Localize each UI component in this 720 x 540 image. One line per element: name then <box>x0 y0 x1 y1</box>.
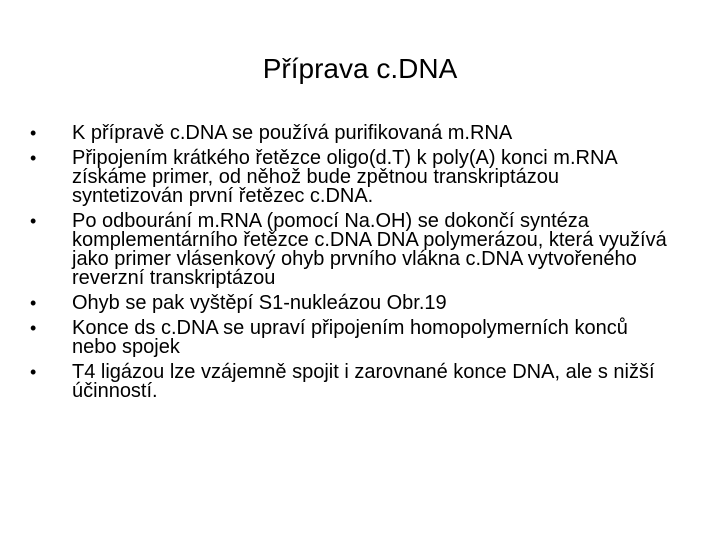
bullet-item <box>30 319 670 357</box>
bullet-text: K přípravě c.DNA se používá purifikovaná m.RNA <box>72 122 513 144</box>
bullet-marker: • <box>30 123 37 143</box>
slide-title: Příprava c.DNA <box>262 53 458 84</box>
bullet-item <box>30 212 670 288</box>
bullet-marker: • <box>30 211 37 231</box>
bullet-item <box>30 294 670 313</box>
bullet-text: Připojením krátkého řetězce oligo(d.T) k poly(A) konci m.RNA získáme primer, od něhož bude zpětnou transkriptázou syntetizován první řetězec c.DNA. <box>72 147 617 207</box>
bullet-marker: • <box>30 148 37 168</box>
bullet-item <box>30 124 670 143</box>
bullet-text: T4 ligázou lze vzájemně spojit i zarovnané konce DNA, ale s nižší účinností. <box>72 361 655 402</box>
bullet-marker: • <box>30 362 37 382</box>
bullet-text: Po odbourání m.RNA (pomocí Na.OH) se dokončí syntéza komplementárního řetězce c.DNA DNA polymerázou, která využívá jako primer vlásenkový ohyb prvního vlákna c.DNA vytvořeného reverzní transkriptázou <box>72 210 667 289</box>
bullet-text: Ohyb se pak vyštěpí S1-nukleázou Obr.19 <box>72 292 447 314</box>
bullet-marker: • <box>30 318 37 338</box>
bullet-item <box>30 149 670 206</box>
bullet-item <box>30 363 670 401</box>
bullet-marker: • <box>30 293 37 313</box>
bullet-list <box>30 124 670 407</box>
bullet-text: Konce ds c.DNA se upraví připojením homopolymerních konců nebo spojek <box>72 317 628 358</box>
